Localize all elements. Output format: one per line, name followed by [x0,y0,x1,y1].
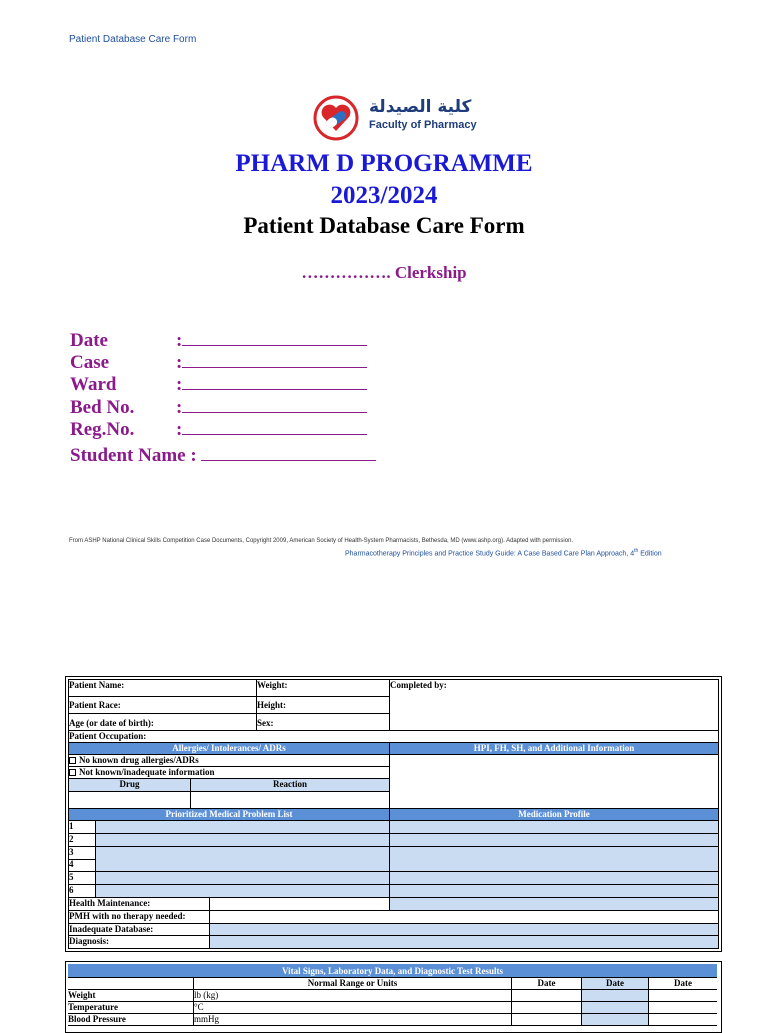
case-field[interactable] [70,351,367,374]
problem-entry[interactable] [96,847,390,860]
case-colon: : [176,352,183,373]
vital-label: Blood Pressure [68,1014,194,1026]
sex-cell[interactable]: Sex: [257,714,390,731]
student-name-label: Student Name : [70,445,197,466]
logo-arabic-text: كلية الصيدلة [369,97,472,117]
normal-range-header: Normal Range or Units [194,978,512,990]
date-label: Date [70,330,108,351]
patient-race-cell[interactable]: Patient Race: [69,697,257,714]
weight-cell[interactable]: Weight: [257,680,390,697]
problem-entry[interactable] [96,834,390,847]
inadequate-entry[interactable] [210,924,718,936]
problem-number: 2 [69,834,96,847]
case-blank[interactable] [182,351,367,368]
hpi-entry[interactable] [390,755,718,809]
form-title: Patient Database Care Form [243,213,525,238]
credit-line: From ASHP National Clinical Skills Competition Case Documents, Copyright 2009, American Society of Health-System Pharmacists, Bethesda, MD (www.ashp.org). Adapted with permission. [69,538,574,544]
problem-list-header: Prioritized Medical Problem List [69,809,390,821]
programme-title: PHARM D PROGRAMME [235,150,533,177]
height-cell[interactable]: Height: [257,697,390,714]
pmh-label: PMH with no therapy needed: [69,911,210,924]
date-header-1: Date [512,978,582,990]
bed-colon: : [176,397,183,418]
vital-unit: mmHg [194,1014,512,1026]
vital-value-1[interactable] [512,1014,582,1026]
problem-entry[interactable] [96,821,390,834]
inadequate-label: Inadequate Database: [69,924,210,936]
bed-label: Bed No. [70,397,135,418]
reg-field[interactable] [70,418,367,441]
date-colon: : [176,330,183,351]
problem-number: 3 [69,847,96,860]
pmh-entry[interactable] [210,911,718,924]
no-known-allergies-label: No known drug allergies/ADRs [79,755,199,765]
running-header: Patient Database Care Form [69,34,197,45]
hpi-header: HPI, FH, SH, and Additional Information [390,743,718,755]
completed-by-cell[interactable]: Completed by: [390,680,718,731]
health-maintenance-entry[interactable] [210,898,390,911]
allergies-header: Allergies/ Intolerances/ ADRs [69,743,390,755]
date-header-2: Date [582,978,649,990]
occupation-cell[interactable]: Patient Occupation: [69,731,718,743]
drug-header: Drug [69,779,191,792]
logo-english-text: Faculty of Pharmacy [369,119,477,131]
drug-entry[interactable] [69,792,191,809]
health-maintenance-label: Health Maintenance: [69,898,210,911]
bed-field[interactable] [70,396,367,419]
clerkship-line: ……………. Clerkship [301,263,467,282]
case-label: Case [70,352,110,373]
vital-value-1[interactable] [512,1002,582,1014]
ward-colon: : [176,374,183,395]
problem-entry[interactable] [96,885,390,898]
vital-unit: °C [194,1002,512,1014]
not-known-label: Not known/inadequate information [79,767,215,777]
no-known-allergies-option[interactable] [69,755,390,767]
vital-signs-table [65,961,722,1033]
credit-reference-sup: th [634,548,639,554]
vital-value-3[interactable] [649,1014,717,1026]
medication-row[interactable] [390,885,718,898]
vital-label: Weight [68,990,194,1002]
faculty-logo [311,95,481,141]
patient-database-table [65,676,722,952]
diagnosis-label: Diagnosis: [69,936,210,948]
bed-blank[interactable] [182,396,367,413]
reg-colon: : [176,419,183,440]
ward-label: Ward [70,374,117,395]
credit-reference-text: Pharmacotherapy Principles and Practice Study Guide: A Case Based Care Plan Approach, 4 [345,550,635,558]
diagnosis-entry[interactable] [210,936,718,948]
problem-number: 5 [69,872,96,885]
medication-row[interactable] [390,898,718,911]
student-name-blank[interactable] [201,444,376,461]
vital-label: Temperature [68,1002,194,1014]
checkbox-icon[interactable] [69,757,76,764]
vital-value-2[interactable] [582,990,649,1002]
checkbox-icon[interactable] [69,769,76,776]
vital-unit: lb (kg) [194,990,512,1002]
vital-signs-header: Vital Signs, Laboratory Data, and Diagnostic Test Results [68,964,717,978]
vital-value-2[interactable] [582,1002,649,1014]
reaction-entry[interactable] [191,792,390,809]
credit-reference-end: Edition [638,550,662,558]
medication-row[interactable] [390,859,718,872]
vital-value-2[interactable] [582,1014,649,1026]
date-header-3: Date [649,978,717,990]
medication-row[interactable] [390,834,718,847]
medication-profile-header: Medication Profile [390,809,718,821]
reg-blank[interactable] [182,418,367,435]
problem-number: 4 [69,859,96,872]
date-blank[interactable] [182,329,367,346]
ward-field[interactable] [70,373,367,396]
problem-number: 1 [69,821,96,834]
problem-entry[interactable] [96,872,390,885]
problem-entry[interactable] [96,859,390,872]
medication-row[interactable] [390,872,718,885]
credit-reference [345,548,662,557]
medication-row[interactable] [390,847,718,860]
reg-label: Reg.No. [70,419,135,440]
student-name-field[interactable] [70,444,376,467]
pharmacy-capsule-icon [311,95,361,141]
academic-year: 2023/2024 [330,182,438,209]
not-known-option[interactable] [69,767,390,779]
age-cell[interactable]: Age (or date of birth): [69,714,257,731]
vital-value-1[interactable] [512,990,582,1002]
problem-number: 6 [69,885,96,898]
reaction-header: Reaction [191,779,390,792]
vital-value-3[interactable] [649,990,717,1002]
vital-value-3[interactable] [649,1002,717,1014]
date-field[interactable] [70,329,367,352]
vital-label-header [68,978,194,990]
ward-blank[interactable] [182,373,367,390]
patient-name-cell[interactable]: Patient Name: [69,680,257,697]
medication-row[interactable] [390,821,718,834]
